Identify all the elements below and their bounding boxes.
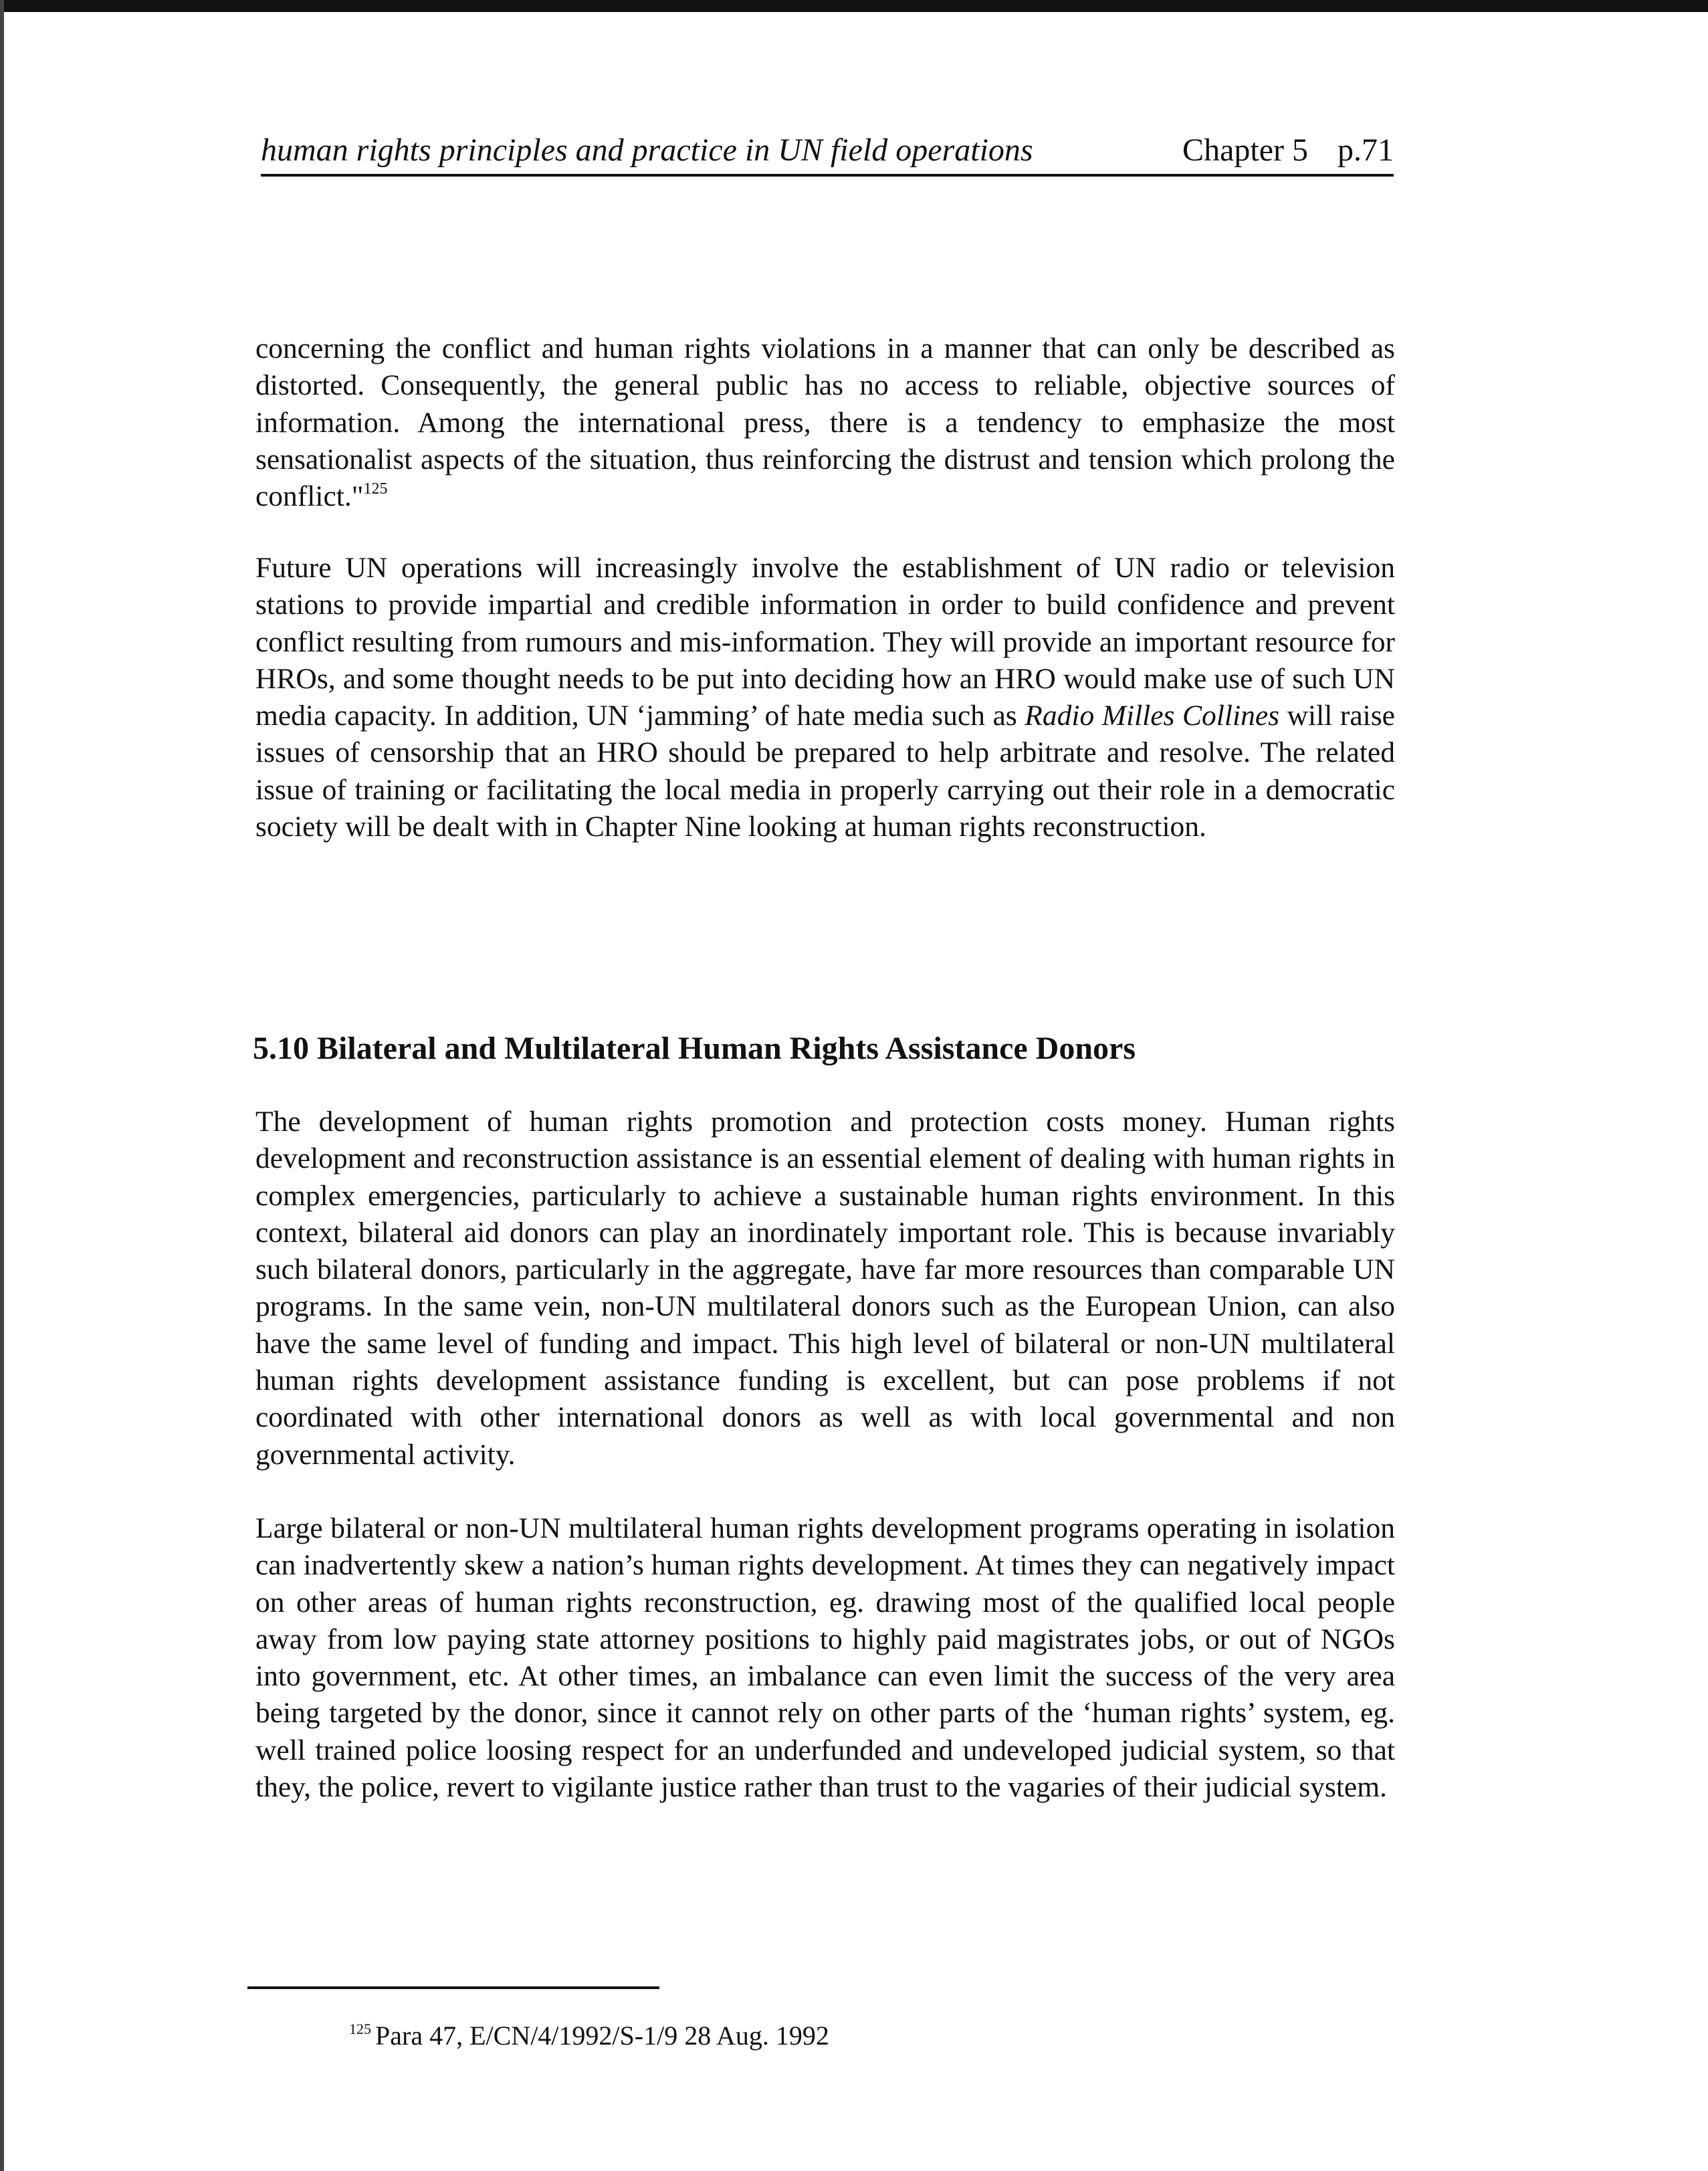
footnote-divider xyxy=(247,1986,659,1989)
running-title: human rights principles and practice in UN field operations xyxy=(261,132,1033,168)
paragraph-text: concerning the conflict and human rights violations in a manner that can only be described as distorted. Consequently, the general public has no access to reliable, objective sources of information. Among the international press, there is a tendency to emphasize the most sensationalist aspects of the situation, thus reinforcing the distrust and tension which prolong the conflict." xyxy=(255,332,1395,513)
footnote-text: Para 47, E/CN/4/1992/S-1/9 28 Aug. 1992 xyxy=(375,2021,829,2051)
scan-edge-top xyxy=(0,0,1708,12)
footnote-number: 125 xyxy=(349,2021,371,2037)
footnote-reference: 125 xyxy=(363,480,388,498)
paragraph-text: will raise issues of censorship that an HRO should be prepared to help arbitrate and resolve. The related issue of training or facilitating the local media in properly carrying out their role in a democratic society will be dealt with in Chapter Nine looking at human rights reconstruction. xyxy=(255,700,1395,843)
chapter-label: Chapter 5 xyxy=(1182,132,1308,168)
paragraph-donor-isolation: Large bilateral or non-UN multilateral human rights development programs operating in isolation can inadvertently skew a nation’s human rights development. At times they can negatively impact on other areas of human rights reconstruction, eg. drawing most of the qualified local people away from low paying state attorney positions to highly paid magistrates jobs, or out of NGOs into government, etc. At other times, an imbalance can even limit the success of the very area being targeted by the donor, since it cannot rely on other parts of the ‘human rights’ system, eg. well trained police loosing respect for an underfunded and undeveloped judicial system, so that they, the police, revert to vigilante justice rather than trust to the vagaries of their judicial system. xyxy=(255,1512,1395,1804)
italic-station-name: Radio Milles Collines xyxy=(1025,700,1280,732)
page-number: p.71 xyxy=(1338,132,1394,168)
paragraph-donor-development: The development of human rights promotion and protection costs money. Human rights development and reconstruction assistance is an essential element of dealing with human rights in complex emergencies, particularly to achieve a sustainable human rights environment. In this context, bilateral aid donors can play an inordinately important role. This is because invariably such bilateral donors, particularly in the aggregate, have far more resources than comparable UN programs. In the same vein, non-UN multilateral donors such as the European Union, can also have the same level of funding and impact. This high level of bilateral or non-UN multilateral human rights development assistance funding is excellent, but can pose problems if not coordinated with other international donors as well as with local governmental and non governmental activity. xyxy=(255,1106,1395,1471)
section-heading: 5.10 Bilateral and Multilateral Human Rights Assistance Donors xyxy=(253,1031,1136,1066)
paragraph-quote-continuation xyxy=(255,330,1395,515)
paragraph-text: Future UN operations will increasingly involve the establishment of UN radio or television stations to provide impartial and credible information in order to build confidence and prevent conflict resulting from rumours and mis-information. They will provide an important resource for HROs, and some thought needs to be put into deciding how an HRO would make use of such UN media capacity. In addition, UN ‘jamming’ of hate media such as xyxy=(255,552,1395,732)
paragraph-un-media xyxy=(255,550,1395,845)
chapter-page-label xyxy=(1182,132,1394,169)
footnote xyxy=(349,2020,829,2051)
running-header xyxy=(261,127,1394,177)
scan-edge-left xyxy=(0,0,4,2171)
